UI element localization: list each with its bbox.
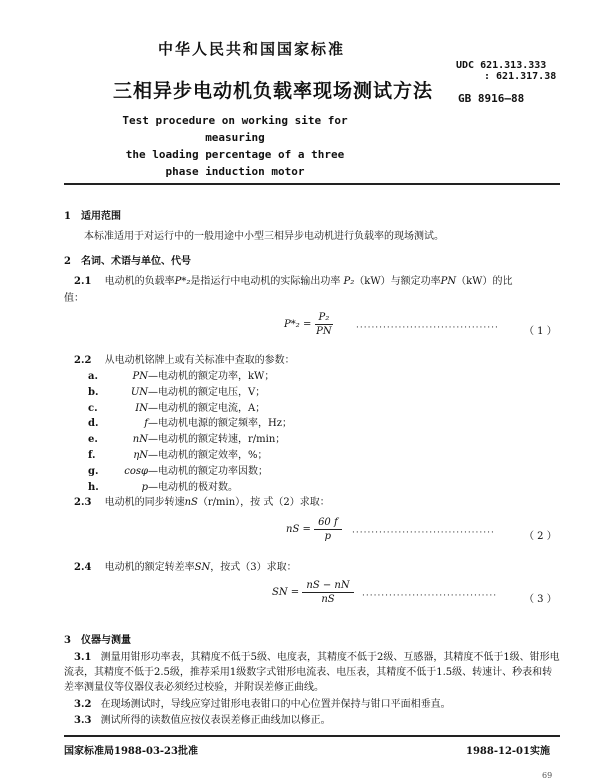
symbol: P₂ <box>343 276 355 287</box>
clause-text: 电动机的同步转速 <box>104 497 185 508</box>
clause-text: 从电动机铭牌上或有关标准中查取的参数： <box>104 355 295 366</box>
list-item <box>88 369 292 385</box>
item-symbol: p <box>141 481 148 493</box>
clause-number: 2.2 <box>74 355 92 366</box>
clause-2-3 <box>74 495 330 510</box>
item-symbol: nN <box>132 434 148 446</box>
clause-number: 3.1 <box>74 652 92 663</box>
symbol: nS <box>184 497 198 508</box>
document-title-chinese: 三相异步电动机负载率现场测试方法 <box>113 80 434 102</box>
item-label: e. <box>88 434 98 446</box>
list-item <box>88 464 292 480</box>
item-text: —电动机的额定功率，kW； <box>148 371 275 382</box>
formula-3 <box>272 580 354 605</box>
fraction-numerator: 60 f <box>314 517 342 530</box>
item-text: —电动机的极对数。 <box>148 481 238 493</box>
item-label: f. <box>88 449 96 461</box>
item-text: —电动机的额定电压，V； <box>148 386 266 398</box>
formula-3-number: （ 3 ） <box>524 594 557 605</box>
fraction-numerator: nS − nN <box>302 580 353 593</box>
item-symbol: f <box>144 418 148 430</box>
udc-classification <box>456 60 556 82</box>
section-3-heading: 3 仪器与测量 <box>64 635 131 646</box>
item-text: —电动机的额定效率，%； <box>148 449 268 461</box>
item-label: c. <box>88 402 98 414</box>
approval-info: 国家标准局1988-03-23批准 <box>64 746 198 757</box>
gb-number: GB 8916—88 <box>458 92 525 105</box>
page-number: 69 <box>542 771 553 780</box>
section-1-heading: 1 适用范围 <box>64 211 121 222</box>
section-2-heading: 2 名词、术语与单位、代号 <box>64 256 191 267</box>
clause-text: 电动机的额定转差率 <box>104 562 195 573</box>
parameter-list <box>88 369 292 495</box>
item-text: —电动机的额定转速，r/min； <box>148 434 286 446</box>
item-label: a. <box>88 371 98 382</box>
implementation-date: 1988-12-01实施 <box>466 746 550 757</box>
list-item <box>88 385 292 401</box>
document-title-english <box>100 112 370 180</box>
item-text: —电动机电源的额定频率，Hz； <box>148 418 292 430</box>
leader-dots: ····································· <box>352 528 495 538</box>
clause-text: 在现场测试时，导线应穿过钳形电表钳口的中心位置并保持与钳口平面相垂直。 <box>100 699 451 710</box>
title-en-line-3: phase induction motor <box>165 165 305 178</box>
clause-text: 是指运行中电动机的实际输出功率 <box>190 276 341 287</box>
item-symbol: cosφ <box>124 465 148 477</box>
list-item <box>88 401 292 417</box>
list-item <box>88 432 292 448</box>
item-text: —电动机的额定电流，A； <box>148 402 266 414</box>
symbol: SN <box>194 562 211 573</box>
clause-text: （kW）的比 <box>456 276 513 287</box>
clause-2-4 <box>74 560 297 575</box>
formula-2-number: （ 2 ） <box>524 531 557 542</box>
clause-text: （r/min），按 式（2）求取： <box>197 497 330 508</box>
section-1-text: 本标准适用于对运行中的一般用途中小型三相异步电动机进行负载率的现场测试。 <box>84 231 444 242</box>
formula-equals: = <box>302 319 312 330</box>
formula-fraction <box>315 312 334 337</box>
clause-number: 2.4 <box>74 562 92 573</box>
fraction-denominator: p <box>324 531 332 542</box>
formula-fraction <box>314 517 342 542</box>
item-text: —电动机的额定功率因数； <box>148 465 268 477</box>
item-symbol: UN <box>130 386 148 398</box>
udc-line-1: UDC 621.313.333 <box>456 60 547 71</box>
list-item <box>88 480 292 496</box>
clause-3-1 <box>64 650 560 695</box>
clause-number: 3.2 <box>74 699 92 710</box>
udc-line-2: : 621.317.38 <box>484 71 557 82</box>
item-label: h. <box>88 481 99 493</box>
clause-text: 测量用钳形功率表，其精度不低于5级、电度表，其精度不低于2级、互感器，其精度不低于1级、钳形电流表，其精度不低于2.5级，推荐采用1级数字式钳形电流表、电压表，其精度不低于1.5级、转速计、秒表和转差率测量仪等仪器仪表必须经过校验，并附误差修正曲线。 <box>64 652 560 693</box>
item-label: d. <box>88 418 99 430</box>
symbol: P*₂ <box>174 276 191 287</box>
formula-1 <box>284 312 333 337</box>
title-en-line-2: the loading percentage of a three <box>125 148 345 161</box>
leader-dots: ····································· <box>356 323 499 333</box>
clause-3-3 <box>74 713 331 728</box>
clause-3-2 <box>74 697 451 712</box>
formula-lhs: P*₂ <box>284 319 300 330</box>
clause-text: 测试所得的读数值应按仪表误差修正曲线加以修正。 <box>100 715 331 726</box>
clause-text: ，按式（3）求取： <box>210 562 297 573</box>
item-label: g. <box>88 465 99 477</box>
formula-lhs: nS <box>286 524 300 535</box>
title-en-line-1: Test procedure on working site for measuring <box>122 114 348 144</box>
clause-number: 2.1 <box>74 276 92 287</box>
standard-category: 中华人民共和国国家标准 <box>158 40 346 58</box>
formula-fraction <box>302 580 353 605</box>
item-symbol: IN <box>135 402 148 414</box>
clause-text: 电动机的负载率 <box>104 276 175 287</box>
footer-divider <box>64 735 560 737</box>
fraction-numerator: P₂ <box>315 312 334 325</box>
header-divider <box>64 183 560 185</box>
formula-equals: = <box>290 587 300 598</box>
item-symbol: PN <box>132 371 148 382</box>
fraction-denominator: nS <box>321 594 335 605</box>
clause-number: 3.3 <box>74 715 92 726</box>
clause-number: 2.3 <box>74 497 92 508</box>
fraction-denominator: PN <box>316 326 332 337</box>
formula-2 <box>286 517 342 542</box>
formula-equals: = <box>302 524 311 535</box>
clause-2-1-continued: 值： <box>64 293 84 304</box>
symbol: PN <box>440 276 457 287</box>
clause-text: （kW）与额定功率 <box>354 276 441 287</box>
item-symbol: ηN <box>133 449 148 461</box>
clause-2-2 <box>74 353 295 368</box>
leader-dots: ··································· <box>362 591 498 601</box>
formula-1-number: （ 1 ） <box>524 326 557 337</box>
item-label: b. <box>88 386 99 398</box>
formula-lhs: SN <box>272 587 288 598</box>
list-item <box>88 416 292 432</box>
list-item <box>88 448 292 464</box>
clause-2-1 <box>74 274 512 289</box>
